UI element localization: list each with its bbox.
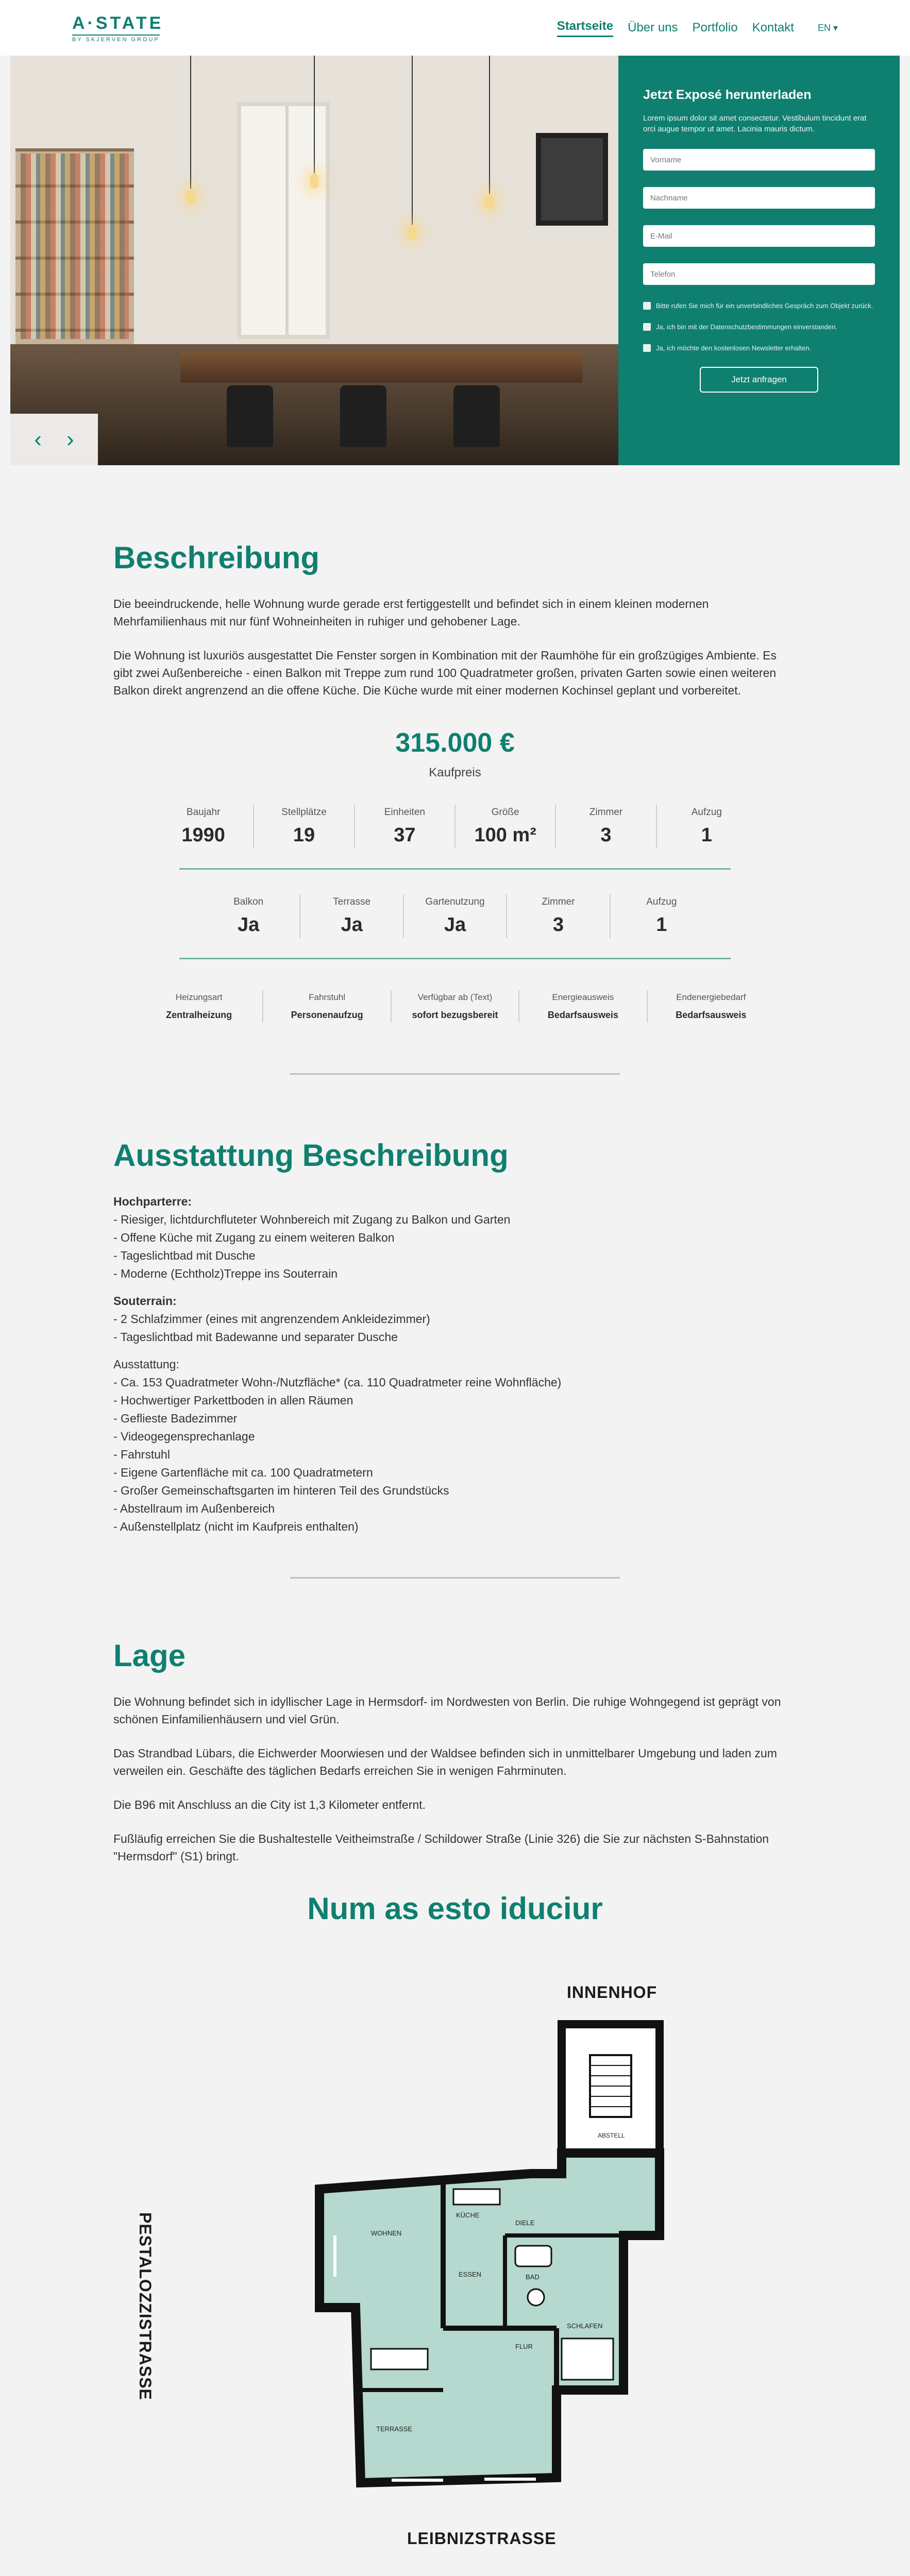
fact-value: Zentralheizung — [166, 1010, 232, 1020]
location-paragraph: Fußläufig erreichen Sie die Bushaltestelle Veitheimstraße / Schildower Straße (Linie 326) die Sie zur nächsten S-Bahnstation "Hermsdorf" (S1) bringt. — [113, 1832, 769, 1863]
equipment-line: - Eigene Gartenfläche mit ca. 100 Quadratmetern — [113, 1466, 373, 1479]
fact-value: 100 m² — [474, 824, 536, 846]
room-label: DIELE — [515, 2219, 535, 2227]
content — [0, 465, 910, 2576]
fact-item — [392, 990, 519, 1023]
expose-submit-button[interactable]: Jetzt anfragen — [700, 367, 818, 393]
equipment-heading: Souterrain: — [113, 1294, 177, 1308]
fact-item — [648, 990, 774, 1023]
room-label: SCHLAFEN — [567, 2322, 603, 2330]
price-block — [113, 727, 797, 780]
equipment-heading: Hochparterre: — [113, 1195, 192, 1208]
equipment-section — [113, 1075, 797, 1579]
divider — [179, 868, 731, 870]
energy-facts — [136, 990, 774, 1023]
fact-item — [556, 805, 656, 849]
lamp-cord — [412, 56, 413, 226]
divider — [179, 958, 731, 959]
fact-value: 1 — [701, 824, 712, 846]
fact-item — [611, 894, 713, 938]
equipment-line: - Videogegensprechanlage — [113, 1430, 255, 1443]
fact-label: Aufzug — [691, 807, 722, 818]
hero — [10, 56, 900, 465]
lamp-cord — [489, 56, 490, 195]
language-switcher[interactable]: EN ▾ — [817, 22, 838, 33]
fact-item — [456, 805, 556, 849]
fact-label: Gartenutzung — [425, 896, 485, 907]
hero-photo-chair — [340, 385, 386, 447]
location-paragraph: Die Wohnung befindet sich in idyllischer Lage in Hermsdorf- im Nordwesten von Berlin. Die ruhige Wohngegend ist geprägt von schönen Einfamilienhäusern und viel Grün. — [113, 1695, 781, 1726]
description-paragraph: Die beeindruckende, helle Wohnung wurde gerade erst fertiggestellt und befindet sich in einem kleinen modernen Mehrfamilienhaus mit nur fünf Wohneinheiten in ruhiger und gehobener Lage. — [113, 597, 709, 628]
nav-item-kontakt[interactable]: Kontakt — [752, 21, 794, 35]
equipment-heading: Ausstattung: — [113, 1358, 179, 1371]
equipment-line: - 2 Schlafzimmer (eines mit angrenzendem Ankleidezimmer) — [113, 1312, 430, 1326]
hero-slider-controls — [10, 414, 98, 465]
fact-item — [404, 894, 507, 938]
fact-item — [300, 894, 403, 938]
fact-value: 3 — [600, 824, 612, 846]
newsletter-checkbox[interactable] — [643, 344, 651, 352]
equipment-block — [113, 1193, 797, 1283]
equipment-line: - Tageslichtbad mit Dusche — [113, 1249, 256, 1262]
fact-label: Zimmer — [542, 896, 575, 907]
fact-label: Terrasse — [333, 896, 371, 907]
pendant-lamp — [408, 225, 417, 240]
fact-label: Endenergiebedarf — [676, 992, 746, 1002]
floorplan-label-left: PESTALOZZISTRASSE — [136, 2212, 155, 2400]
fact-label: Baujahr — [186, 807, 221, 818]
equipment-line: - Riesiger, lichtdurchfluteter Wohnbereich mit Zugang zu Balkon und Garten — [113, 1213, 511, 1226]
description-paragraph: Die Wohnung ist luxuriös ausgestattet Die Fenster sorgen in Kombination mit der Raumhöhe für ein großzügiges Ambiente. Es gibt zwei Außenbereiche - einen Balkon mit Treppe zum rund 100 Quadratmeter großen, privaten Garten sowie einen weiteren Balkon direkt angrenzend an die offene Küche. Die Küche wurde mit einer modernen Kochinsel geplant und vorbereitet. — [113, 649, 777, 697]
room-label: WOHNEN — [371, 2229, 402, 2237]
callback-checkbox-row — [643, 301, 875, 310]
fact-item — [657, 805, 756, 849]
site-header — [0, 0, 910, 56]
nav-item-portfolio[interactable]: Portfolio — [692, 21, 738, 35]
fact-label: Fahrstuhl — [309, 992, 346, 1002]
equipment-line: - Ca. 153 Quadratmeter Wohn-/Nutzfläche* (ca. 110 Quadratmeter reine Wohnfläche) — [113, 1376, 562, 1389]
equipment-line: - Abstellraum im Außenbereich — [113, 1502, 275, 1515]
fact-label: Balkon — [233, 896, 264, 907]
fact-value: 37 — [394, 824, 416, 846]
fact-item — [136, 990, 263, 1023]
hero-photo-door — [237, 102, 330, 339]
fact-value: Ja — [341, 914, 363, 936]
first-name-field[interactable] — [643, 149, 875, 171]
location-paragraph: Die B96 mit Anschluss an die City ist 1,3 Kilometer entfernt. — [113, 1798, 426, 1811]
feature-facts — [197, 894, 713, 938]
fact-label: Einheiten — [384, 807, 425, 818]
fact-item — [263, 990, 391, 1023]
fact-label: Heizungsart — [175, 992, 223, 1002]
price-label: Kaufpreis — [429, 766, 481, 779]
hero-photo-bookshelf — [15, 148, 134, 344]
fact-label: Energieausweis — [552, 992, 614, 1002]
nav-item-ueber-uns[interactable]: Über uns — [628, 21, 678, 35]
fact-label: Zimmer — [589, 807, 623, 818]
room-label: FLUR — [515, 2343, 533, 2350]
fact-value: 19 — [293, 824, 315, 846]
fact-value: 3 — [552, 914, 564, 936]
fact-value: sofort bezugsbereit — [412, 1010, 498, 1020]
logo-tagline: BY SKJERVEN GROUP — [72, 35, 160, 43]
fact-item — [154, 805, 254, 849]
main-nav — [557, 19, 838, 37]
fact-item — [355, 805, 456, 849]
floorplan — [0, 1926, 910, 2576]
hero-photo-chair — [227, 385, 273, 447]
fact-value: 1990 — [181, 824, 225, 846]
nav-item-startseite[interactable]: Startseite — [557, 19, 613, 37]
equipment-line: - Fahrstuhl — [113, 1448, 170, 1461]
key-facts — [154, 805, 756, 849]
logo-wordmark: A·STATE — [72, 13, 164, 33]
hero-photo-chair — [453, 385, 500, 447]
price-value: 315.000 € — [395, 728, 515, 758]
description-section — [113, 465, 797, 1075]
description-title: Beschreibung — [113, 540, 320, 575]
fact-label: Stellplätze — [281, 807, 327, 818]
equipment-line: - Großer Gemeinschaftsgarten im hinteren Teil des Grundstücks — [113, 1484, 449, 1497]
expose-form — [618, 56, 900, 465]
chevron-right-icon[interactable]: › — [66, 427, 74, 452]
equipment-line: - Hochwertiger Parkettboden in allen Räumen — [113, 1394, 353, 1407]
floorplan-label-bottom: LEIBNIZSTRASSE — [407, 2529, 557, 2548]
fact-item — [507, 894, 610, 938]
floorplan-title: Num as esto iduciur — [307, 1891, 603, 1926]
newsletter-checkbox-row — [643, 344, 875, 352]
expose-title: Jetzt Exposé herunterladen — [643, 88, 812, 102]
room-label: KÜCHE — [456, 2211, 480, 2219]
privacy-checkbox-row — [643, 323, 875, 331]
privacy-checkbox[interactable] — [643, 323, 651, 331]
hero-photo — [10, 56, 618, 465]
callback-checkbox[interactable] — [643, 302, 651, 310]
fact-value: Personenaufzug — [291, 1010, 363, 1020]
pendant-lamp — [186, 189, 195, 204]
equipment-line: - Tageslichtbad mit Badewanne und separater Dusche — [113, 1330, 398, 1344]
floorplan-label-top: INNENHOF — [567, 1983, 658, 2002]
room-label: ESSEN — [459, 2270, 482, 2278]
newsletter-checkbox-label: Ja, ich möchte den kostenlosen Newsletter erhalten. — [656, 344, 812, 352]
equipment-line: - Offene Küche mit Zugang zu einem weiteren Balkon — [113, 1231, 395, 1244]
hero-photo-painting — [536, 133, 608, 226]
room-label: BAD — [526, 2273, 540, 2281]
equipment-line: - Geflieste Badezimmer — [113, 1412, 238, 1425]
fact-value: Ja — [444, 914, 466, 936]
phone-field[interactable] — [643, 263, 875, 285]
fact-label: Aufzug — [646, 896, 677, 907]
equipment-line: - Moderne (Echtholz)Treppe ins Souterrain — [113, 1267, 338, 1280]
fact-item — [197, 894, 300, 938]
privacy-checkbox-label: Ja, ich bin mit der Datenschutzbestimmungen einverstanden. — [656, 323, 837, 331]
last-name-field[interactable] — [643, 187, 875, 209]
location-paragraph: Das Strandbad Lübars, die Eichwerder Moorwiesen und der Waldsee befinden sich in unmittelbarer Umgebung und laden zum verweilen ein. Geschäfte des täglichen Bedarfs erreichen Sie in wenigen Fahrminuten. — [113, 1747, 777, 1777]
fact-label: Größe — [491, 807, 519, 818]
pendant-lamp — [310, 173, 319, 189]
fact-label: Verfügbar ab (Text) — [417, 992, 493, 1002]
pendant-lamp — [485, 194, 494, 209]
fact-value: Bedarfsausweis — [547, 1010, 618, 1020]
equipment-title: Ausstattung Beschreibung — [113, 1138, 509, 1173]
fact-value: 1 — [656, 914, 667, 936]
fact-value: Bedarfsausweis — [676, 1010, 747, 1020]
location-section — [113, 1579, 797, 1865]
fact-item — [254, 805, 355, 849]
fact-value: Ja — [238, 914, 260, 936]
hero-photo-table — [180, 352, 582, 383]
equipment-block — [113, 1292, 797, 1346]
fact-item — [519, 990, 647, 1023]
chevron-left-icon[interactable]: ‹ — [34, 427, 42, 452]
lamp-cord — [190, 56, 191, 190]
lamp-cord — [314, 56, 315, 174]
room-label: ABSTELL — [598, 2132, 625, 2139]
equipment-line: - Außenstellplatz (nicht im Kaufpreis enthalten) — [113, 1520, 359, 1533]
floorplan-drawing — [289, 2019, 711, 2503]
callback-checkbox-label: Bitte rufen Sie mich für ein unverbindliches Gespräch zum Objekt zurück. — [656, 302, 873, 310]
equipment-block — [113, 1355, 797, 1536]
location-title: Lage — [113, 1638, 186, 1673]
brand-logo[interactable] — [72, 13, 163, 43]
room-label: TERRASSE — [376, 2425, 413, 2433]
email-field[interactable] — [643, 225, 875, 247]
expose-lead: Lorem ipsum dolor sit amet consectetur. Vestibulum tincidunt erat orci augue tempor ut amet. Lacinia mauris dictum. — [643, 114, 867, 133]
